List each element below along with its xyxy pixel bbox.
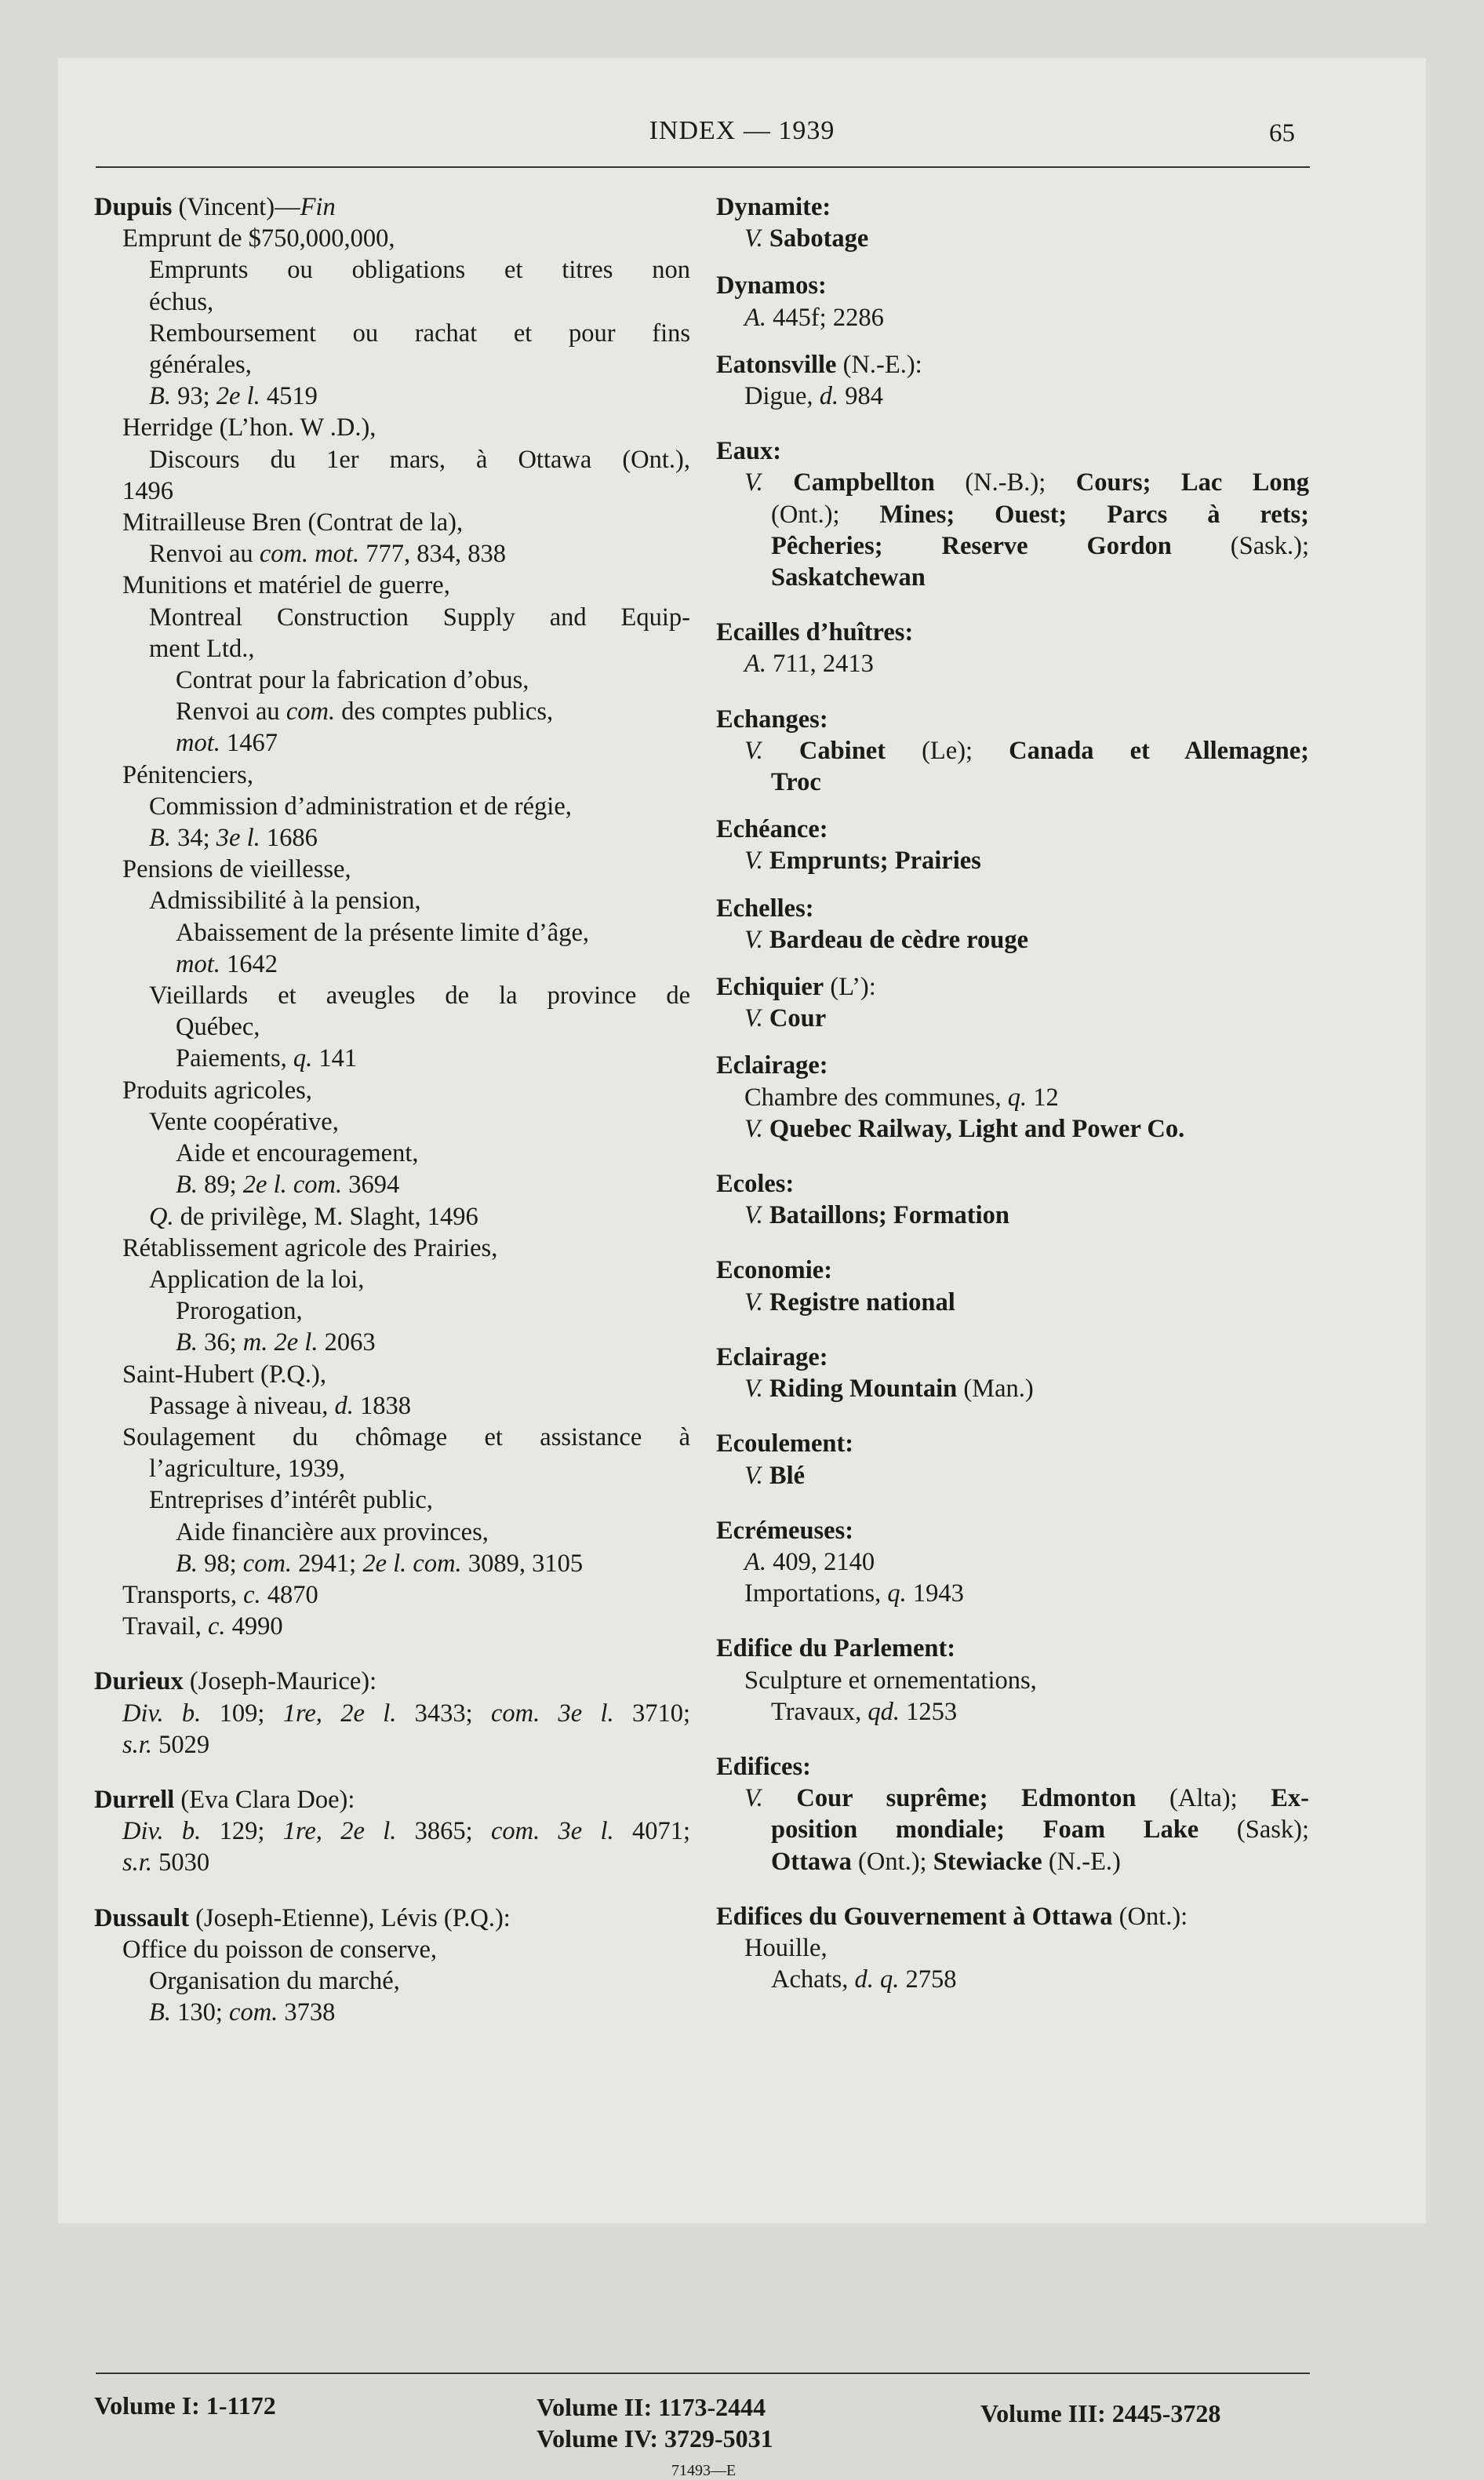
entry-text: A.: [744, 650, 766, 679]
index-entry: Herridge (L’hon. W .D.),: [122, 413, 376, 442]
heading-name: Ecoulement:: [716, 1429, 854, 1459]
entry-text: Travaux,: [771, 1697, 868, 1726]
index-entry: [716, 1460, 1309, 1491]
index-entry: échus,: [149, 287, 214, 316]
heading-name: Dussault: [94, 1903, 190, 1932]
entry-text: Passage à niveau,: [149, 1391, 335, 1420]
index-heading: [716, 1515, 1309, 1546]
index-heading: [716, 1168, 1309, 1200]
index-entry: Vente coopérative,: [149, 1107, 339, 1136]
index-entry: [716, 1200, 1309, 1231]
entry-text: Riding Mountain: [762, 1375, 958, 1404]
entry-text: Cours; Lac Long: [1075, 468, 1309, 497]
index-heading: [716, 435, 1309, 467]
entry-text: (N.-B.);: [934, 468, 1076, 497]
index-entry: Prorogation,: [176, 1297, 303, 1326]
index-entry: Application de la loi,: [149, 1265, 365, 1294]
index-entry: [716, 1578, 1309, 1609]
entry-text: (Alta);: [1136, 1784, 1271, 1813]
index-entry: ment Ltd.,: [149, 634, 255, 663]
index-entry: [716, 648, 1309, 679]
index-entry: [716, 1696, 1309, 1728]
index-entry: [716, 1964, 1309, 1995]
index-entry: Québec,: [176, 1013, 260, 1042]
index-entry: Aide et encouragement,: [176, 1139, 419, 1168]
index-entry: [94, 1169, 690, 1200]
entry-text: Travail,: [122, 1612, 208, 1641]
index-entry: [94, 538, 690, 570]
entry-text: 3738: [278, 1998, 336, 2027]
heading-name: Ecoles:: [716, 1170, 795, 1199]
index-entry: Discours du 1er mars, à Ottawa (Ont.),: [149, 445, 690, 474]
entry-text: Campbellton: [762, 468, 935, 497]
index-heading: [94, 191, 690, 223]
index-entry: [94, 1847, 690, 1878]
index-entry: Contrat pour la fabrication d’obus,: [176, 666, 529, 695]
heading-name: Durrell: [94, 1785, 175, 1814]
entry-text: V.: [744, 468, 763, 497]
entry-text: 93;: [170, 382, 216, 411]
index-entry: [716, 467, 1309, 498]
entry-text: V.: [744, 224, 763, 253]
index-entry: Organisation du marché,: [149, 1966, 400, 1995]
volume-range-1: Volume I: 1-1172: [94, 2391, 276, 2420]
index-entry: [716, 499, 1309, 530]
heading-name: Echelles:: [716, 894, 814, 923]
heading-name: Dynamos:: [716, 271, 827, 300]
index-entry: [94, 1698, 690, 1729]
index-heading: [94, 1666, 690, 1697]
entry-text: V.: [744, 1461, 763, 1490]
index-entry: [716, 1846, 1309, 1877]
index-heading: [716, 1255, 1309, 1286]
entry-text: 3e l.: [216, 824, 260, 853]
entry-text: 1re, 2e l.: [282, 1817, 397, 1846]
index-entry: Aide financière aux provinces,: [176, 1517, 489, 1546]
entry-text: Troc: [771, 768, 821, 797]
entry-text: B.: [149, 1998, 171, 2027]
entry-text: qd.: [867, 1697, 900, 1726]
index-entry: [94, 1043, 690, 1074]
heading-name: Eclairage:: [716, 1342, 828, 1371]
entry-text: 3710;: [613, 1699, 691, 1728]
entry-text: (Ont.);: [771, 500, 880, 529]
index-entry: [94, 1579, 690, 1611]
index-heading: [716, 617, 1309, 648]
index-entry: Munitions et matériel de guerre,: [122, 571, 450, 600]
entry-text: 2e l.: [216, 382, 260, 411]
entry-text: V.: [744, 1114, 763, 1143]
entry-text: 1467: [220, 729, 278, 758]
heading-name: Dynamite:: [716, 193, 831, 221]
entry-text: com. 3e l.: [490, 1817, 614, 1846]
entry-text: V.: [744, 1287, 763, 1316]
index-entry: Pensions de vieillesse,: [122, 855, 351, 884]
entry-text: (Sask.);: [1171, 531, 1309, 560]
heading-name: Edifice du Parlement:: [716, 1634, 956, 1663]
entry-text: B.: [176, 1549, 198, 1578]
entry-text: mot.: [176, 949, 220, 978]
index-entry: Houille,: [744, 1933, 827, 1962]
entry-text: Renvoi au: [149, 540, 260, 569]
entry-text: 3694: [342, 1171, 400, 1200]
index-entry: 1496: [122, 476, 173, 505]
entry-text: 4071;: [613, 1817, 691, 1846]
page-header-title: INDEX — 1939: [649, 116, 835, 145]
entry-text: 12: [1027, 1083, 1059, 1112]
entry-text: 409, 2140: [766, 1547, 875, 1576]
index-entry: [716, 302, 1309, 333]
footer-rule: [96, 2373, 1310, 2374]
index-entry: [94, 1327, 690, 1358]
entry-text: 2758: [899, 1965, 957, 1994]
index-entry: Emprunt de $750,000,000,: [122, 224, 395, 253]
index-entry: [94, 1611, 690, 1642]
entry-text: 130;: [170, 1998, 230, 2027]
entry-text: V.: [744, 847, 763, 876]
entry-text: Sabotage: [762, 224, 869, 253]
heading-suffix: Fin: [300, 193, 336, 221]
index-entry: [94, 1815, 690, 1847]
entry-text: 711, 2413: [766, 650, 874, 679]
heading-name: Echanges:: [716, 705, 828, 734]
entry-text: 2941;: [292, 1549, 363, 1578]
index-entry: Entreprises d’intérêt public,: [149, 1486, 433, 1515]
index-column-right: [716, 191, 1309, 1995]
index-entry: [716, 381, 1309, 412]
volume-range-3: Volume III: 2445-3728: [980, 2399, 1221, 2427]
index-heading: [716, 1751, 1309, 1783]
index-heading: [716, 814, 1309, 845]
index-heading: [716, 1633, 1309, 1664]
heading-detail: (Joseph-Maurice):: [183, 1667, 377, 1696]
entry-text: mot.: [176, 729, 220, 758]
index-entry: [94, 822, 690, 854]
entry-text: Blé: [762, 1461, 806, 1490]
entry-text: V.: [744, 736, 763, 765]
index-entry: [94, 696, 690, 727]
entry-text: 4990: [225, 1612, 283, 1641]
entry-text: 445f; 2286: [766, 303, 884, 332]
index-heading: [716, 1901, 1309, 1932]
entry-text: Bataillons; Formation: [762, 1201, 1009, 1230]
index-heading: [716, 191, 1309, 223]
entry-text: Transports,: [122, 1580, 244, 1609]
index-entry: Sculpture et ornementations,: [744, 1666, 1037, 1695]
entry-text: 1686: [260, 824, 318, 853]
heading-detail: (Joseph-Etienne), Lévis (P.Q.):: [189, 1903, 511, 1932]
heading-name: Edifices:: [716, 1752, 811, 1781]
entry-text: Saskatchewan: [771, 563, 926, 592]
entry-text: (Le);: [886, 736, 1009, 765]
index-entry: Mitrailleuse Bren (Contrat de la),: [122, 508, 464, 537]
page-number: 65: [1269, 119, 1295, 147]
index-entry: [716, 1003, 1309, 1034]
index-entry: Produits agricoles,: [122, 1076, 312, 1105]
entry-text: Q.: [149, 1202, 174, 1231]
entry-text: com.: [242, 1549, 293, 1578]
heading-name: Eclairage:: [716, 1051, 828, 1080]
index-entry: [716, 1546, 1309, 1578]
index-entry: [716, 562, 1309, 593]
entry-text: 129;: [201, 1817, 283, 1846]
entry-text: d.: [334, 1391, 354, 1420]
index-column-left: [94, 191, 690, 2028]
entry-text: c.: [243, 1580, 261, 1609]
entry-text: 2063: [318, 1328, 376, 1357]
index-entry: [716, 1082, 1309, 1113]
entry-text: V.: [744, 1784, 763, 1813]
index-entry: [94, 1729, 690, 1761]
entry-text: 2e l. com.: [362, 1549, 462, 1578]
index-heading: [94, 1903, 690, 1934]
entry-text: V.: [744, 1375, 763, 1404]
entry-text: Renvoi au: [176, 697, 286, 727]
entry-text: Importations,: [744, 1579, 888, 1608]
entry-text: Chambre des communes,: [744, 1083, 1008, 1112]
entry-text: 1838: [353, 1391, 411, 1420]
entry-text: 34;: [170, 824, 216, 853]
entry-text: Div. b.: [122, 1817, 202, 1846]
entry-text: B.: [149, 382, 171, 411]
entry-text: (Ont.);: [851, 1847, 933, 1876]
heading-detail: (Ont.):: [1112, 1902, 1188, 1931]
entry-text: A.: [744, 1547, 766, 1576]
entry-text: Canada et Allemagne;: [1009, 736, 1309, 765]
index-entry: générales,: [149, 351, 252, 380]
entry-text: V.: [744, 1201, 763, 1230]
entry-text: 5029: [151, 1730, 210, 1759]
index-entry: [94, 949, 690, 980]
entry-text: com. mot.: [259, 540, 360, 569]
index-heading: [716, 704, 1309, 735]
entry-text: 3865;: [396, 1817, 491, 1846]
heading-name: Eaux:: [716, 437, 782, 466]
index-heading: [716, 893, 1309, 924]
index-entry: Rétablissement agricole des Prairies,: [122, 1233, 498, 1262]
entry-text: (Sask);: [1198, 1815, 1310, 1845]
heading-name: Ecailles d’huîtres:: [716, 618, 914, 647]
index-entry: [716, 1287, 1309, 1318]
entry-text: 1642: [220, 949, 278, 978]
index-entry: Montreal Construction Supply and Equip-: [149, 603, 690, 632]
heading-detail: (Eva Clara Doe):: [174, 1785, 355, 1814]
entry-text: 109;: [201, 1699, 283, 1728]
entry-text: Achats,: [771, 1965, 855, 1994]
heading-name: Eatonsville: [716, 350, 837, 379]
index-entry: Admissibilité à la pension,: [149, 887, 421, 916]
header-rule: [96, 166, 1310, 168]
index-entry: Emprunts ou obligations et titres non: [149, 256, 690, 285]
index-entry: Soulagement du chômage et assistance à: [122, 1422, 690, 1451]
index-heading: [716, 270, 1309, 301]
entry-text: q.: [293, 1044, 313, 1073]
entry-text: 1re, 2e l.: [282, 1699, 397, 1728]
entry-text: 777, 834, 838: [359, 540, 506, 569]
entry-text: 1943: [906, 1579, 964, 1608]
entry-text: position mondiale; Foam Lake: [771, 1815, 1199, 1845]
index-heading: [716, 1428, 1309, 1459]
entry-text: Cabinet: [762, 736, 886, 765]
index-entry: [94, 1997, 690, 2028]
index-entry: [716, 1113, 1309, 1145]
entry-text: Registre national: [762, 1287, 955, 1316]
heading-name: Ecrémeuses:: [716, 1516, 854, 1545]
index-heading: [716, 1342, 1309, 1373]
index-entry: [94, 727, 690, 759]
entry-text: com. 3e l.: [490, 1699, 614, 1728]
index-entry: [716, 1373, 1309, 1404]
heading-detail: (N.-E.):: [836, 350, 922, 379]
index-entry: Remboursement ou rachat et pour fins: [149, 319, 690, 348]
index-heading: [716, 349, 1309, 381]
index-entry: [94, 1390, 690, 1422]
entry-text: 3089, 3105: [461, 1549, 584, 1578]
entry-text: Emprunts; Prairies: [762, 847, 981, 876]
entry-text: Pêcheries; Reserve Gordon: [771, 531, 1172, 560]
heading-name: Echéance:: [716, 815, 828, 844]
heading-name: Durieux: [94, 1667, 184, 1696]
entry-text: B.: [149, 824, 171, 853]
entry-text: m. 2e l.: [242, 1328, 318, 1357]
entry-text: com.: [286, 697, 336, 727]
heading-detail: (Vincent)—: [172, 193, 300, 221]
entry-text: 2e l. com.: [242, 1171, 343, 1200]
entry-text: q.: [1007, 1083, 1028, 1112]
entry-text: 3433;: [396, 1699, 491, 1728]
heading-name: Economie:: [716, 1256, 833, 1285]
index-heading: [716, 971, 1309, 1003]
index-entry: [94, 1201, 690, 1233]
entry-text: Cour: [762, 1004, 827, 1033]
entry-text: d. q.: [854, 1965, 900, 1994]
print-code: 71493—E: [671, 2462, 737, 2479]
entry-text: 141: [312, 1044, 358, 1073]
entry-text: Div. b.: [122, 1699, 202, 1728]
index-entry: [716, 1783, 1309, 1814]
heading-name: Dupuis: [94, 193, 173, 221]
index-entry: Saint-Hubert (P.Q.),: [122, 1360, 326, 1389]
entry-text: B.: [176, 1171, 198, 1200]
index-entry: [716, 223, 1309, 254]
entry-text: Paiements,: [176, 1044, 293, 1073]
entry-text: 36;: [197, 1328, 243, 1357]
entry-text: Ottawa: [771, 1847, 852, 1876]
entry-text: c.: [207, 1612, 226, 1641]
entry-text: com.: [229, 1998, 278, 2027]
entry-text: Digue,: [744, 382, 820, 411]
heading-name: Edifices du Gouvernement à Ottawa: [716, 1902, 1113, 1931]
index-entry: [716, 845, 1309, 876]
entry-text: Stewiacke: [933, 1847, 1042, 1876]
index-entry: [716, 530, 1309, 562]
entry-text: (Man.): [957, 1375, 1034, 1404]
index-entry: [94, 1548, 690, 1579]
entry-text: Cour suprême; Edmonton: [762, 1784, 1137, 1813]
entry-text: Quebec Railway, Light and Power Co.: [762, 1114, 1185, 1143]
entry-text: 98;: [197, 1549, 243, 1578]
entry-text: des comptes publics,: [335, 697, 554, 727]
index-entry: [716, 1814, 1309, 1845]
heading-name: Echiquier: [716, 973, 824, 1002]
index-entry: [94, 381, 690, 412]
entry-text: 4870: [260, 1580, 318, 1609]
index-entry: l’agriculture, 1939,: [149, 1455, 345, 1484]
entry-text: V.: [744, 1004, 763, 1033]
volume-range-4: Volume IV: 3729-5031: [536, 2424, 773, 2453]
entry-text: A.: [744, 303, 766, 332]
index-entry: Office du poisson de conserve,: [122, 1935, 438, 1964]
entry-text: d.: [819, 382, 839, 411]
index-entry: Commission d’administration et de régie,: [149, 792, 572, 821]
entry-text: s.r.: [122, 1730, 152, 1759]
entry-text: B.: [176, 1328, 198, 1357]
volume-range-2: Volume II: 1173-2444: [536, 2393, 766, 2421]
heading-detail: (L’):: [824, 973, 876, 1002]
index-entry: Pénitenciers,: [122, 760, 253, 789]
index-entry: Vieillards et aveugles de la province de: [149, 981, 690, 1011]
entry-text: 89;: [197, 1171, 243, 1200]
index-entry: [716, 735, 1309, 767]
entry-text: s.r.: [122, 1848, 152, 1877]
entry-text: 5030: [151, 1848, 210, 1877]
entry-text: Ex-: [1271, 1784, 1309, 1813]
index-entry: [716, 767, 1309, 798]
index-entry: [716, 924, 1309, 956]
entry-text: q.: [887, 1579, 907, 1608]
entry-text: 984: [838, 382, 883, 411]
entry-text: 1253: [900, 1697, 958, 1726]
entry-text: Bardeau de cèdre rouge: [762, 925, 1028, 954]
entry-text: de privilège, M. Slaght, 1496: [173, 1202, 478, 1231]
entry-text: Mines; Ouest; Parcs à rets;: [879, 500, 1309, 529]
index-heading: [716, 1050, 1309, 1081]
index-heading: [94, 1784, 690, 1815]
entry-text: (N.-E.): [1042, 1847, 1121, 1876]
entry-text: 4519: [260, 382, 318, 411]
entry-text: V.: [744, 925, 763, 954]
index-entry: Abaissement de la présente limite d’âge,: [176, 918, 590, 947]
